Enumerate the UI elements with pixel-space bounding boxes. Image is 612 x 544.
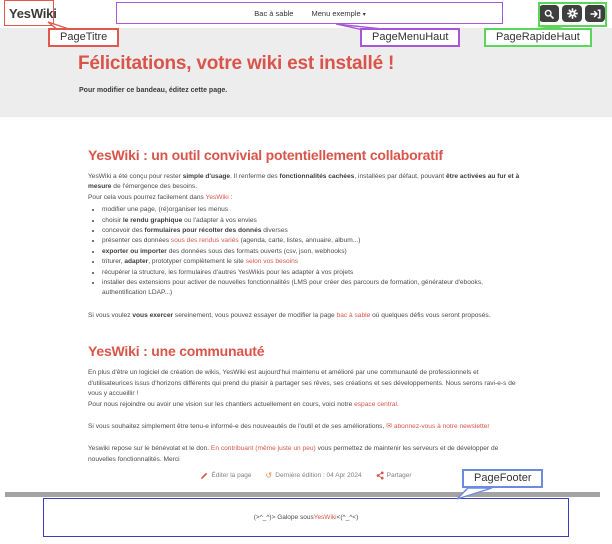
settings-button[interactable]	[562, 5, 582, 22]
menu-item-menu-exemple[interactable]: Menu exemple ▾	[311, 8, 366, 18]
history-icon: ↺	[265, 471, 273, 480]
share-action[interactable]: Partager	[376, 471, 412, 480]
annotation-label-page-footer: PageFooter	[462, 469, 543, 488]
caret-down-icon: ▾	[362, 11, 366, 18]
list-item: • triturer, adapter, prototyper complètement le site selon vos besoins	[102, 257, 524, 267]
quick-access-buttons	[539, 5, 605, 22]
donation-paragraph: Yeswiki repose sur le bénévolat et le don. En contribuant (même juste un peu) vous permettez de maintenir les serveurs et de développer de nouvelles fonctionnalités. Merci	[88, 445, 499, 463]
footer-divider-bar	[5, 492, 600, 497]
community-paragraph-1: En plus d'être un logiciel de création de wikis, YesWiki est aujourd'hui maintenu et amélioré par une communauté de professionnels et d'utilisateurices issus d'horizons différents qui prend du plaisir à partager ses rêves, ses créations et ses développements. Nous serons ravi-e-s de vous y accueillir !	[88, 369, 516, 398]
share-icon	[376, 471, 384, 480]
annotation-label-page-menu-haut: PageMenuHaut	[360, 28, 460, 47]
section-heading-communaute: YesWiki : une communauté	[88, 343, 265, 360]
edit-page-action[interactable]: Éditer la page	[200, 472, 251, 480]
menu-item-bac-a-sable[interactable]: Bac à sable	[254, 8, 294, 18]
last-edition-info[interactable]: ↺ Dernière édition : 04 Apr 2024	[265, 471, 362, 480]
section-heading-outil: YesWiki : un outil convivial potentiellement collaboratif	[88, 147, 443, 163]
site-logo[interactable]: YesWiki	[9, 6, 57, 21]
top-menu	[230, 0, 390, 26]
newsletter-paragraph: Si vous souhaitez simplement être tenu-e informé-e des nouveautés de l'outil et de ses améliorations, ✉ abonnez-vous à notre newsletter	[88, 422, 490, 430]
exercise-paragraph: Si vous voulez vous exercer sereinement, vous pouvez essayer de modifier la page bac à sable où quelques défis vous seront proposés.	[88, 311, 491, 319]
footer-text: (>^_^)> Galope sous YesWiki <(^_^<)	[253, 514, 359, 521]
page-content	[88, 117, 524, 465]
community-paragraph-2: Pour nous rejoindre ou avoir une vision sur les chantiers actuellement en cours, voici notre espace central.	[88, 400, 399, 408]
pencil-icon	[200, 472, 208, 480]
mail-icon[interactable]: ✉	[386, 422, 393, 430]
gear-icon	[567, 8, 578, 19]
annotation-label-page-rapide-haut: PageRapideHaut	[484, 28, 592, 47]
list-item: • choisir le rendu graphique ou l'adapter à vos envies	[102, 216, 524, 226]
list-item: • exporter ou importer des données sous des formats ouverts (csv, json, webhooks)	[102, 247, 524, 257]
login-icon	[590, 9, 601, 19]
list-item: • présenter ces données sous des rendus variés (agenda, carte, listes, annuaire, album...)	[102, 236, 524, 246]
features-list	[102, 205, 524, 299]
search-button[interactable]	[539, 5, 559, 22]
list-item: • récupérer la structure, les formulaires d'autres YesWikis pour les adapter à vos projets	[102, 268, 524, 278]
banner-heading: Félicitations, votre wiki est installé !	[78, 53, 395, 74]
banner-subtext: Pour modifier ce bandeau, éditez cette page.	[79, 87, 228, 94]
login-button[interactable]	[585, 5, 605, 22]
intro-paragraph-2: Pour cela vous pourrez facilement dans YesWiki :	[88, 193, 233, 201]
annotation-box-page-footer	[43, 498, 569, 537]
search-icon	[544, 9, 554, 19]
intro-paragraph: YesWiki a été conçu pour rester simple d'usage. Il renferme des fonctionnalités cachées, installées par défaut, pouvant être activées au fur et à mesure de l'émergence des besoins.	[88, 173, 520, 191]
list-item: • installer des extensions pour activer de nouvelles fonctionnalités (LMS pour créer des parcours de formation, générateur d'ebooks, authentification LDAP...)	[102, 278, 524, 299]
top-bar	[0, 0, 612, 28]
list-item: • modifier une page, (ré)organiser les menus	[102, 205, 524, 215]
annotation-label-page-titre: PageTitre	[48, 28, 119, 47]
list-item: • concevoir des formulaires pour récolter des donnés diverses	[102, 226, 524, 236]
